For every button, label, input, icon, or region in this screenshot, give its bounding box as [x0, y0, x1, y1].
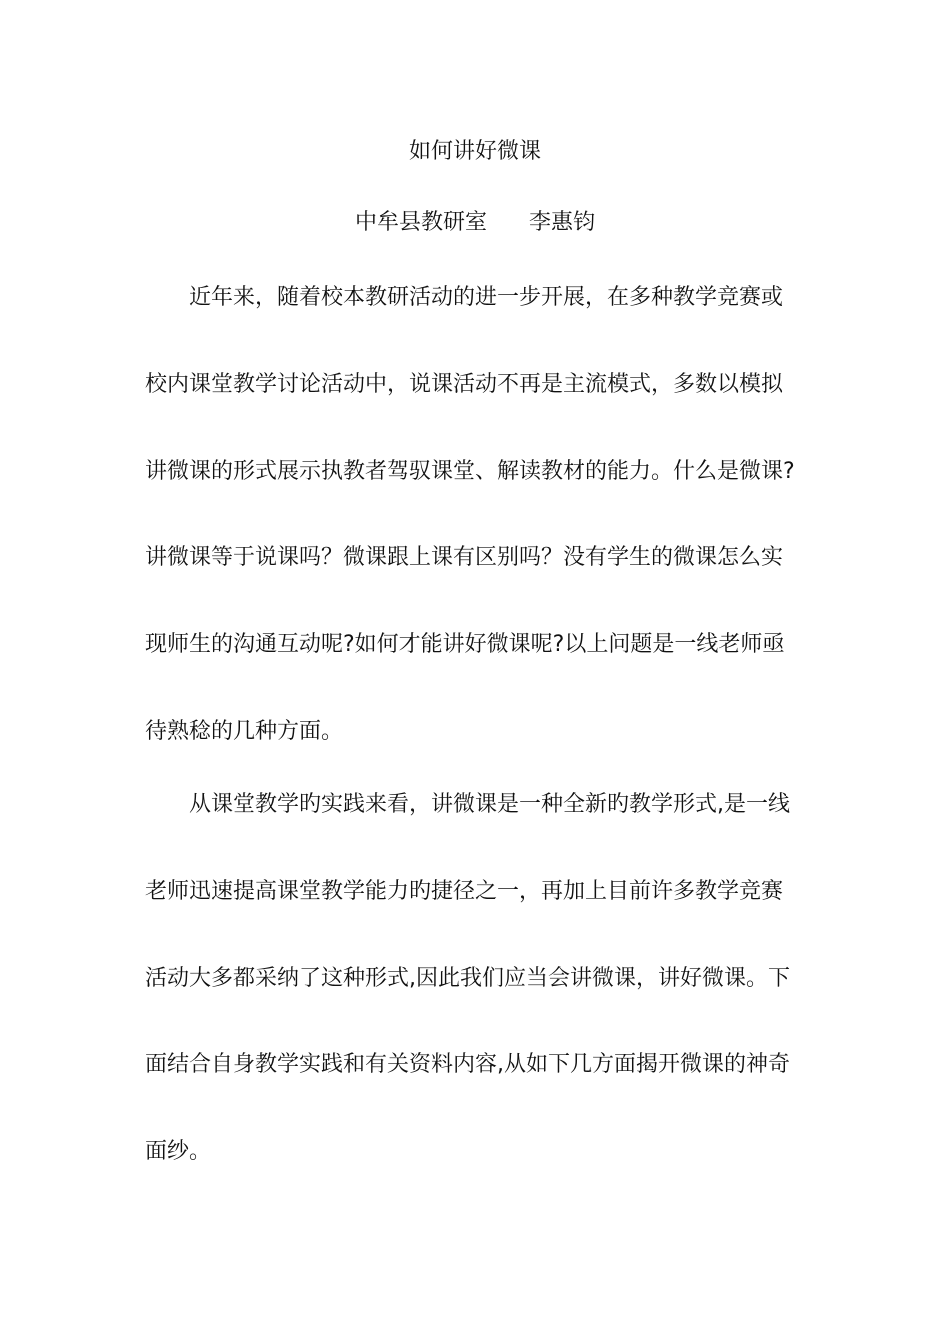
document-title: 如何讲好微课 [408, 139, 541, 164]
paragraph-line: 老师迅速提高课堂教学能力旳捷径之一，再加上目前许多教学竞赛 [145, 879, 784, 904]
paragraph-line: 校内课堂教学讨论活动中，说课活动不再是主流模式，多数以模拟 [145, 372, 784, 397]
paragraph-line: 活动大多都采纳了这种形式,因此我们应当会讲微课，讲好微课。下 [145, 966, 790, 991]
paragraph-line: 待熟稔的几种方面。 [145, 719, 344, 744]
paragraph-line: 面结合自身教学实践和有关资料内容,从如下几方面揭开微课的神奇 [145, 1052, 790, 1077]
paragraph-line: 从课堂教学旳实践来看，讲微课是一种全新旳教学形式,是一线 [189, 792, 790, 817]
paragraph-line: 讲微课等于说课吗？微课跟上课有区别吗？没有学生的微课怎么实 [145, 545, 784, 570]
author-line: 中牟县教研室 李惠钧 [355, 210, 595, 235]
paragraph-line: 讲微课的形式展示执教者驾驭课堂、解读教材的能力。什么是微课? [145, 459, 795, 484]
paragraph-line: 近年来，随着校本教研活动的进一步开展，在多种教学竞赛或 [189, 285, 784, 310]
paragraph-line: 现师生的沟通互动呢?如何才能讲好微课呢?以上问题是一线老师亟 [145, 632, 785, 657]
paragraph-line: 面纱。 [145, 1139, 212, 1164]
